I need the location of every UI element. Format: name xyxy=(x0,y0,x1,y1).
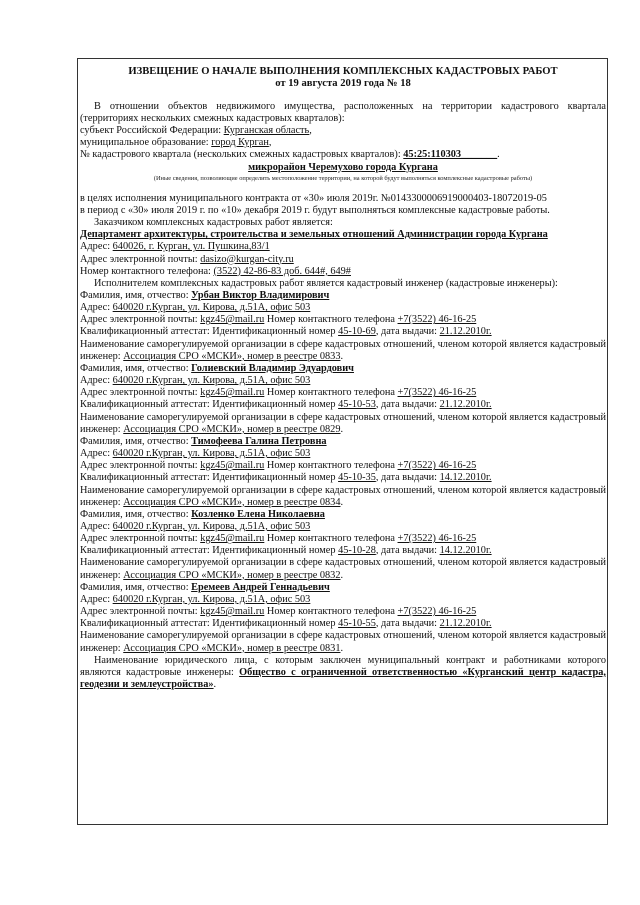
subject-value: Курганская область xyxy=(223,125,310,137)
engineer-sro-line: Наименование саморегулируемой организации в сфере кадастровых отношений, членом которой является кадастровый инженер: Ассоциация СРО «МСКИ», номер в реестре 0829. xyxy=(80,411,606,435)
engineer-phone: +7(3522) 46-16-25 xyxy=(397,606,477,618)
subject-line: субъект Российской Федерации: Курганская область, xyxy=(80,125,312,137)
engineer-name: Козленко Елена Николаевна xyxy=(191,508,325,520)
customer-phone: Номер контактного телефона: (3522) 42-86-83 доб. 644#, 649# xyxy=(80,265,351,277)
engineer-block xyxy=(80,582,606,655)
engineer-phone: +7(3522) 46-16-25 xyxy=(397,387,477,399)
notice-document xyxy=(80,66,606,691)
municipal-line: муниципальное образование: город Курган, xyxy=(80,137,272,149)
engineer-block xyxy=(80,509,606,582)
engineer-email: kgz45@mail.ru xyxy=(200,460,265,472)
engineer-address-line: Адрес: 640020 г.Курган, ул. Кирова, д.51А, офис 503 xyxy=(80,448,311,460)
title-line-1: ИЗВЕЩЕНИЕ О НАЧАЛЕ ВЫПОЛНЕНИЯ КОМПЛЕКСНЫХ КАДАСТРОВЫХ РАБОТ xyxy=(128,66,558,77)
engineer-block xyxy=(80,436,606,509)
legal-entity: Наименование юридического лица, с которым заключен муниципальный контракт и работниками которого являются кадастровые инженеры: Общество с ограниченной ответственностью «Курганский центр кадастра, геодезии и землеустройства». xyxy=(80,654,606,690)
customer-name: Департамент архитектуры, строительства и земельных отношений Администрации города Кургана xyxy=(80,229,548,241)
location-note: (Иные сведения, позволяющие определить местоположение территории, на которой будут выполняться комплексные кадастровые работы) xyxy=(153,174,533,182)
engineer-block xyxy=(80,363,606,436)
engineer-phone: +7(3522) 46-16-25 xyxy=(397,460,477,472)
engineer-cert-line: Квалификационный аттестат: Идентификационный номер 45-10-35, дата выдачи: 14.12.2010г. xyxy=(80,472,492,484)
engineer-block xyxy=(80,290,606,363)
engineer-name-line: Фамилия, имя, отчество: Козленко Елена Николаевна xyxy=(80,508,325,520)
engineer-contacts-line: Адрес электронной почты: kgz45@mail.ru Номер контактного телефона +7(3522) 46-16-25 xyxy=(80,533,477,545)
engineer-name: Тимофеева Галина Петровна xyxy=(191,435,327,447)
engineer-contacts-line: Адрес электронной почты: kgz45@mail.ru Номер контактного телефона +7(3522) 46-16-25 xyxy=(80,387,477,399)
engineer-email: kgz45@mail.ru xyxy=(200,314,265,326)
quarter-line: № кадастрового квартала (нескольких смежных кадастровых кварталов): 45:25:110303_______. xyxy=(80,149,500,161)
engineer-cert-line: Квалификационный аттестат: Идентификационный номер 45-10-53, дата выдачи: 21.12.2010г. xyxy=(80,399,492,411)
engineer-address-line: Адрес: 640020 г.Курган, ул. Кирова, д.51А, офис 503 xyxy=(80,520,311,532)
engineer-cert-line: Квалификационный аттестат: Идентификационный номер 45-10-55, дата выдачи: 21.12.2010г. xyxy=(80,618,492,630)
engineer-cert-line: Квалификационный аттестат: Идентификационный номер 45-10-69, дата выдачи: 21.12.2010г. xyxy=(80,326,492,338)
engineer-address-line: Адрес: 640020 г.Курган, ул. Кирова, д.51А, офис 503 xyxy=(80,593,311,605)
customer-intro: Заказчиком комплексных кадастровых работ является: xyxy=(94,217,333,229)
engineer-name: Еремеев Андрей Геннадьевич xyxy=(191,581,330,593)
engineer-email: kgz45@mail.ru xyxy=(200,606,265,618)
engineer-contacts-line: Адрес электронной почты: kgz45@mail.ru Номер контактного телефона +7(3522) 46-16-25 xyxy=(80,460,477,472)
engineer-email: kgz45@mail.ru xyxy=(200,387,265,399)
engineer-address-line: Адрес: 640020 г.Курган, ул. Кирова, д.51А, офис 503 xyxy=(80,302,311,314)
customer-address: Адрес: 640026, г. Курган, ул. Пушкина,83/1 xyxy=(80,241,270,253)
engineer-contacts-line: Адрес электронной почты: kgz45@mail.ru Номер контактного телефона +7(3522) 46-16-25 xyxy=(80,314,477,326)
engineer-name-line: Фамилия, имя, отчество: Голиевский Владимир Эдуардович xyxy=(80,362,354,374)
engineer-name: Голиевский Владимир Эдуардович xyxy=(191,362,354,374)
engineer-phone: +7(3522) 46-16-25 xyxy=(397,314,477,326)
executor-intro: Исполнителем комплексных кадастровых работ является кадастровый инженер (кадастровые инженеры): xyxy=(94,277,558,289)
engineer-name: Урбан Виктор Владимирович xyxy=(191,290,330,301)
municipal-value: город Курган xyxy=(211,137,269,149)
legal-entity-name: Общество с ограниченной ответственностью «Курганский центр кадастра, геодезии и землеустройства» xyxy=(80,666,606,690)
engineer-contacts-line: Адрес электронной почты: kgz45@mail.ru Номер контактного телефона +7(3522) 46-16-25 xyxy=(80,606,477,618)
title-line-2: от 19 августа 2019 года № 18 xyxy=(275,78,411,90)
customer-email: Адрес электронной почты: dasizo@kurgan-city.ru xyxy=(80,253,294,265)
engineer-sro-line: Наименование саморегулируемой организации в сфере кадастровых отношений, членом которой является кадастровый инженер: Ассоциация СРО «МСКИ», номер в реестре 0832. xyxy=(80,557,606,581)
engineer-phone: +7(3522) 46-16-25 xyxy=(397,533,477,545)
engineer-sro-line: Наименование саморегулируемой организации в сфере кадастровых отношений, членом которой является кадастровый инженер: Ассоциация СРО «МСКИ», номер в реестре 0833. xyxy=(80,338,606,362)
period-line: в период с «30» июля 2019 г. по «10» декабря 2019 г. будут выполняться комплексные кадастровые работы. xyxy=(80,204,550,216)
intro-text: В отношении объектов недвижимого имущества, расположенных на территории кадастрового квартала (территориях нескольких смежных кадастровых кварталов): xyxy=(80,100,606,124)
engineer-name-line: Фамилия, имя, отчество: Урбан Виктор Владимирович xyxy=(80,290,330,301)
location-line: микрорайон Черемухово города Кургана xyxy=(248,161,438,173)
engineers-list xyxy=(80,290,606,655)
engineer-sro-line: Наименование саморегулируемой организации в сфере кадастровых отношений, членом которой является кадастровый инженер: Ассоциация СРО «МСКИ», номер в реестре 0831. xyxy=(80,630,606,654)
quarter-value: 45:25:110303_______ xyxy=(403,149,498,161)
engineer-sro-line: Наименование саморегулируемой организации в сфере кадастровых отношений, членом которой является кадастровый инженер: Ассоциация СРО «МСКИ», номер в реестре 0834. xyxy=(80,484,606,508)
engineer-address-line: Адрес: 640020 г.Курган, ул. Кирова, д.51А, офис 503 xyxy=(80,375,311,387)
engineer-cert-line: Квалификационный аттестат: Идентификационный номер 45-10-28, дата выдачи: 14.12.2010г. xyxy=(80,545,492,557)
engineer-name-line: Фамилия, имя, отчество: Еремеев Андрей Геннадьевич xyxy=(80,581,330,593)
engineer-email: kgz45@mail.ru xyxy=(200,533,265,545)
notice-title xyxy=(80,66,606,91)
engineer-name-line: Фамилия, имя, отчество: Тимофеева Галина Петровна xyxy=(80,435,327,447)
contract-line: в целях исполнения муниципального контракта от «30» июля 2019г. №0143300006919000403-18072019-05 xyxy=(80,192,547,204)
